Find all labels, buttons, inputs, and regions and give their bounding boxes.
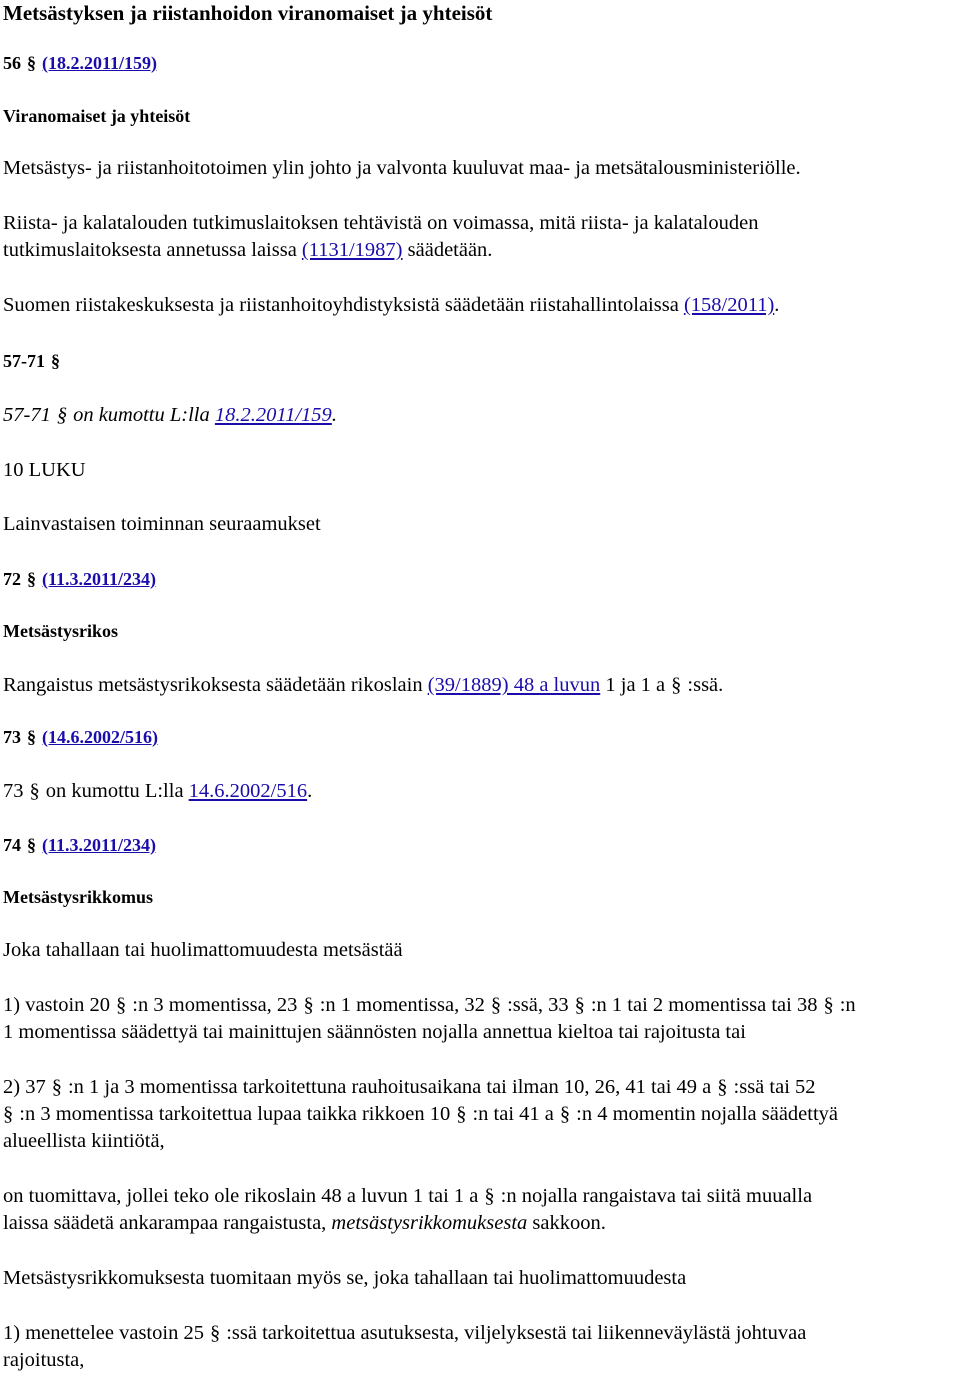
list-item-line: 2) 37 § :n 1 ja 3 momentissa tarkoitettuna rauhoitusaikana tai ilman 10, 26, 41 tai 49 a § :ssä tai 52 — [3, 1074, 816, 1101]
section-number-57-71: 57-71 § — [3, 348, 66, 375]
list-item-line: § :n 3 momentissa tarkoitettua lupaa taikka rikkoen 10 § :n tai 41 a § :n 4 momentin nojalla säädettyä — [3, 1101, 838, 1128]
section-sign-icon: § — [3, 1103, 14, 1125]
section-sign-icon: § — [51, 1076, 62, 1098]
section-sign-icon: § — [717, 1076, 728, 1098]
paragraph-line: Riista- ja kalatalouden tutkimuslaitoksen tehtävistä on voimassa, mitä riista- ja kalatalouden — [3, 212, 759, 234]
section-sign-icon: § — [484, 1185, 495, 1207]
paragraph-line: tutkimuslaitoksesta annetussa laissa (1131/1987) säädetään. — [3, 239, 493, 261]
section-number-72: 72 § (11.3.2011/234) — [3, 566, 156, 593]
amendment-link[interactable]: (11.3.2011/234) — [42, 569, 157, 589]
section-sign-icon: § — [671, 674, 682, 696]
paragraph: Metsästys- ja riistanhoitotoimen ylin johto ja valvonta kuuluvat maa- ja metsätalousministeriölle. — [3, 157, 801, 179]
section-sign-icon: § — [823, 994, 834, 1016]
amendment-link[interactable]: (11.3.2011/234) — [42, 835, 157, 855]
repeal-link[interactable]: 14.6.2002/516 — [188, 780, 308, 802]
paragraph-line: on tuomittava, jollei teko ole rikoslain 48 a luvun 1 tai 1 a § :n nojalla rangaistava tai siitä muualla — [3, 1183, 812, 1210]
section-sign-icon: § — [559, 1103, 571, 1125]
section-sign-icon: § — [116, 994, 127, 1016]
section-number-73: 73 § (14.6.2002/516) — [3, 724, 158, 751]
section-sign-icon: § — [29, 780, 40, 802]
section-num: 56 — [3, 53, 21, 73]
list-item-line: 1) menettelee vastoin 25 § :ssä tarkoitettua asutuksesta, viljelyksestä tai liikenneväylästä johtuvaa — [3, 1320, 806, 1347]
chapter-title: Lainvastaisen toiminnan seuraamukset — [3, 513, 321, 535]
paragraph-line: Suomen riistakeskuksesta ja riistanhoitoyhdistyksistä säädetään riistahallintolaissa (158/2011). — [3, 294, 780, 316]
paragraph: Joka tahallaan tai huolimattomuudesta metsästää — [3, 939, 403, 961]
section-title: Viranomaiset ja yhteisöt — [3, 106, 191, 126]
section-title: Metsästysrikos — [3, 621, 118, 641]
section-sign-icon: § — [574, 994, 585, 1016]
list-item-line: 1 momentissa säädettyä tai mainittujen säännösten nojalla annettua kieltoa tai rajoitusta tai — [3, 1021, 746, 1043]
section-sign-icon: § — [209, 1322, 221, 1344]
paragraph: Metsästysrikkomuksesta tuomitaan myös se, joka tahallaan tai huolimattomuudesta — [3, 1267, 687, 1289]
section-title: Metsästysrikkomus — [3, 887, 154, 907]
section-sign-icon: § — [27, 835, 36, 855]
section-sign-icon: § — [27, 53, 36, 73]
amendment-link[interactable]: (14.6.2002/516) — [42, 727, 158, 747]
section-sign-icon: § — [27, 727, 36, 747]
paragraph-line: Rangaistus metsästysrikoksesta säädetään rikoslain (39/1889) 48 a luvun 1 ja 1 a § :ssä. — [3, 672, 723, 699]
section-sign-icon: § — [490, 994, 502, 1016]
repeal-note: 57-71 § on kumottu L:lla 18.2.2011/159. — [3, 402, 337, 429]
amendment-link[interactable]: (18.2.2011/159) — [42, 53, 157, 73]
section-number-74: 74 § (11.3.2011/234) — [3, 832, 156, 859]
repeal-link[interactable]: 18.2.2011/159 — [214, 404, 332, 426]
law-link[interactable]: (39/1889) 48 a luvun — [427, 674, 601, 696]
section-sign-icon: § — [303, 994, 314, 1016]
section-number-56 — [3, 50, 157, 77]
section-sign-icon: § — [27, 569, 36, 589]
law-link[interactable]: (158/2011) — [683, 294, 775, 316]
law-link[interactable]: (1131/1987) — [301, 239, 403, 261]
list-item-line: alueellista kiintiötä, — [3, 1130, 165, 1152]
list-item-line: rajoitusta, — [3, 1349, 85, 1371]
section-sign-icon: § — [56, 404, 68, 426]
chapter-number: 10 LUKU — [3, 459, 86, 481]
section-heading: Metsästyksen ja riistanhoidon viranomaiset ja yhteisöt — [3, 1, 493, 25]
section-sign-icon: § — [456, 1103, 467, 1125]
italic-term: metsästysrikkomuksesta — [331, 1212, 528, 1234]
repeal-note: 73 § on kumottu L:lla 14.6.2002/516. — [3, 778, 312, 805]
list-item-line: 1) vastoin 20 § :n 3 momentissa, 23 § :n 1 momentissa, 32 § :ssä, 33 § :n 1 tai 2 momentissa tai 38 § :n — [3, 992, 856, 1019]
paragraph-line: laissa säädetä ankarampaa rangaistusta, metsästysrikkomuksesta sakkoon. — [3, 1212, 606, 1234]
section-sign-icon: § — [51, 351, 60, 371]
